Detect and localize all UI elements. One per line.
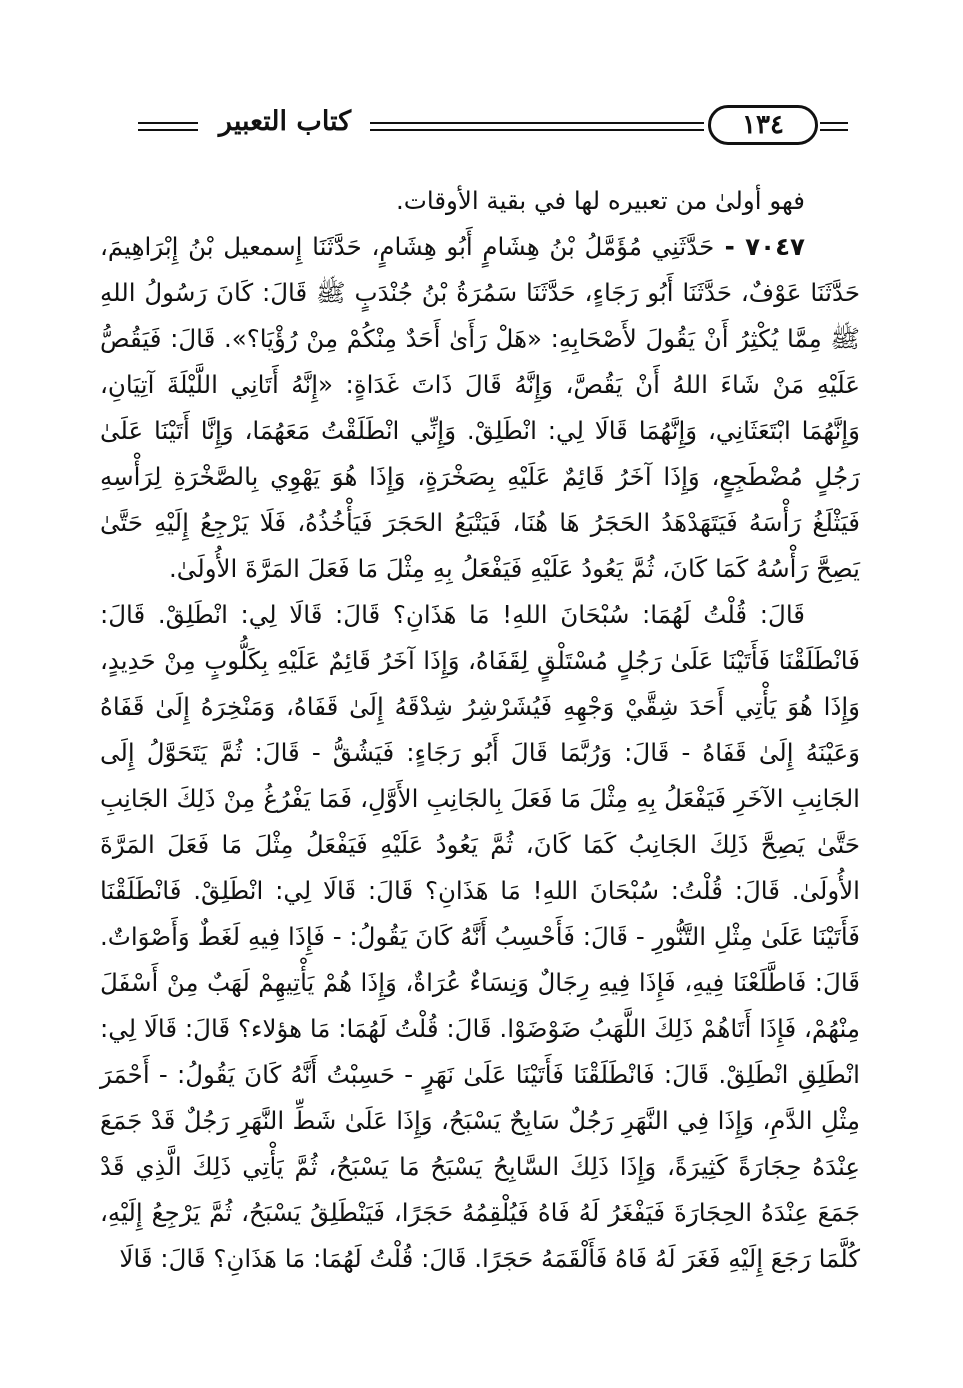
paragraph-hadith-7047 bbox=[100, 224, 860, 592]
header-rule-left bbox=[138, 122, 198, 131]
paragraph-text: قَالَ: قُلْتُ لَهُمَا: سُبْحَانَ اللهِ! مَا هَذَانِ؟ قَالَ: قَالَا لِي: انْطَلِقْ. قَالَ: فَانْطَلَقْنَا فَأَتَيْنَا عَلَىٰ رَجُلٍ مُسْتَلْقٍ لِقَفَاهُ، وَإِذَا آخَرُ قَائِمٌ عَلَيْهِ بِكَلُّوبٍ مِنْ حَدِيدٍ، وَإِذَا هُوَ يَأْتِي أَحَدَ شِقَّيْ وَجْهِهِ فَيُشَرْشِرُ شِدْقَهُ إِلَىٰ قَفَاهُ، وَمَنْخِرَهُ إِلَىٰ قَفَاهُ وَعَيْنَهُ إِلَىٰ قَفَاهُ - قَالَ: وَرُبَّمَا قَالَ أَبُو رَجَاءٍ: فَيَشُقُّ - قَالَ: ثُمَّ يَتَحَوَّلُ إِلَى الجَانِبِ الآخَرِ فَيَفْعَلُ بِهِ مِثْلَ مَا فَعَلَ بِالجَانِبِ الأَوَّلِ، فَمَا يَفْرُغُ مِنْ ذَلِكَ الجَانِبِ حَتَّىٰ يَصِحَّ ذَلِكَ الجَانِبُ كَمَا كَانَ، ثُمَّ يَعُودُ عَلَيْهِ فَيَفْعَلُ مِثْلَ مَا فَعَلَ المَرَّةَ الأُولَىٰ. قَالَ: قُلْتُ: سُبْحَانَ اللهِ! مَا هَذَانِ؟ قَالَ: قَالَا لِي: انْطَلِقْ. فَانْطَلَقْنَا فَأَتَيْنَا عَلَىٰ مِثْلِ التَّنُّورِ - قَالَ: فَأَحْسِبُ أَنَّهُ كَانَ يَقُولُ: - فَإِذَا فِيهِ لَغَطٌ وَأَصْوَاتٌ. قَالَ: فَاطَّلَعْنَا فِيهِ، فَإِذَا فِيهِ رِجَالٌ وَنِسَاءٌ عُرَاةٌ، وَإِذَا هُمْ يَأْتِيهِمْ لَهَبٌ مِنْ أَسْفَلَ مِنْهُمْ، فَإِذَا أَتَاهُمْ ذَلِكَ اللَّهَبُ ضَوْضَوْا. قَالَ: قُلْتُ لَهُمَا: مَا هؤلاء؟ قَالَ: قَالَا لِي: انْطَلِقِ انْطَلِقْ. قَالَ: فَانْطَلَقْنَا فَأَتَيْنَا عَلَىٰ نَهَرٍ - حَسِبْتُ أَنَّهُ كَانَ يَقُولُ: - أَحْمَرَ مِثْلِ الدَّمِ، وَإِذَا فِي النَّهَرِ رَجُلٌ سَابِحٌ يَسْبَحُ، وَإِذَا عَلَىٰ شَطِّ النَّهَرِ رَجُلٌ قَدْ جَمَعَ عِنْدَهُ حِجَارَةً كَثِيرَةً، وَإِذَا ذَلِكَ السَّابِحُ يَسْبَحُ مَا يَسْبَحُ، ثُمَّ يَأْتِي ذَلِكَ الَّذِي قَدْ جَمَعَ عِنْدَهُ الحِجَارَةَ فَيَفْغَرُ لَهُ فَاهُ فَيُلْقِمُهُ حَجَرًا، فَيَنْطَلِقُ يَسْبَحُ، ثُمَّ يَرْجِعُ إِلَيْهِ، كُلَّمَا رَجَعَ إِلَيْهِ فَغَرَ لَهُ فَاهُ فَأَلْقَمَهُ حَجَرًا. قَالَ: قُلْتُ لَهُمَا: مَا هَذَانِ؟ قَالَ: قَالَا bbox=[100, 600, 860, 1273]
hadith-number: ٧٠٤٧ - bbox=[714, 232, 805, 261]
header-rule-right bbox=[820, 122, 848, 131]
header-rule-middle bbox=[370, 122, 704, 131]
book-title: كتاب التعبير bbox=[218, 106, 352, 137]
page-number: ١٣٤ bbox=[708, 105, 818, 145]
page-body-text bbox=[100, 178, 860, 1282]
paragraph-text: فهو أولىٰ من تعبيره لها في بقية الأوقات. bbox=[396, 186, 805, 215]
paragraph-intro bbox=[100, 178, 860, 224]
paragraph-continuation bbox=[100, 592, 860, 1282]
page-header bbox=[130, 100, 830, 152]
paragraph-text: حَدَّثَنِي مُؤَمَّلُ بْنُ هِشَامٍ أَبُو هِشَامٍ، حَدَّثَنَا إِسمعيل بْنُ إِبْرَاهِيمَ، حَدَّثَنَا عَوْفٌ، حَدَّثَنَا أَبُو رَجَاءٍ، حَدَّثَنَا سَمُرَةُ بْنُ جُنْدَبٍ ﷺ قَالَ: كَانَ رَسُولُ اللهِ ﷺ مِمَّا يُكْثِرُ أَنْ يَقُولَ لأَصْحَابِهِ: «هَلْ رَأَىٰ أَحَدٌ مِنْكُمْ مِنْ رُؤْيَا؟». قَالَ: فَيَقُصُّ عَلَيْهِ مَنْ شَاءَ اللهُ أَنْ يَقُصَّ، وَإِنَّهُ قَالَ ذَاتَ غَدَاةٍ: «إِنَّهُ أَتَانِي اللَّيْلَةَ آتِيَانِ، وَإِنَّهُمَا ابْتَعَثَانِي، وَإِنَّهُمَا قَالَا لِي: انْطَلِقْ. وَإِنِّي انْطَلَقْتُ مَعَهُمَا، وَإِنَّا أَتَيْنَا عَلَىٰ رَجُلٍ مُضْطَجِعٍ، وَإِذَا آخَرُ قَائِمٌ عَلَيْهِ بِصَخْرَةٍ، وَإِذَا هُوَ يَهْوِي بِالصَّخْرَةِ لِرَأْسِهِ فَيَثْلَغُ رَأْسَهُ فَيَتَهَدْهَدُ الحَجَرُ هَا هُنَا، فَيَتْبَعُ الحَجَرَ فَيَأْخُذُهُ، فَلَا يَرْجِعُ إِلَيْهِ حَتَّىٰ يَصِحَّ رَأْسُهُ كَمَا كَانَ، ثُمَّ يَعُودُ عَلَيْهِ فَيَفْعَلُ بِهِ مِثْلَ مَا فَعَلَ المَرَّةَ الأُولَىٰ. bbox=[100, 232, 860, 583]
